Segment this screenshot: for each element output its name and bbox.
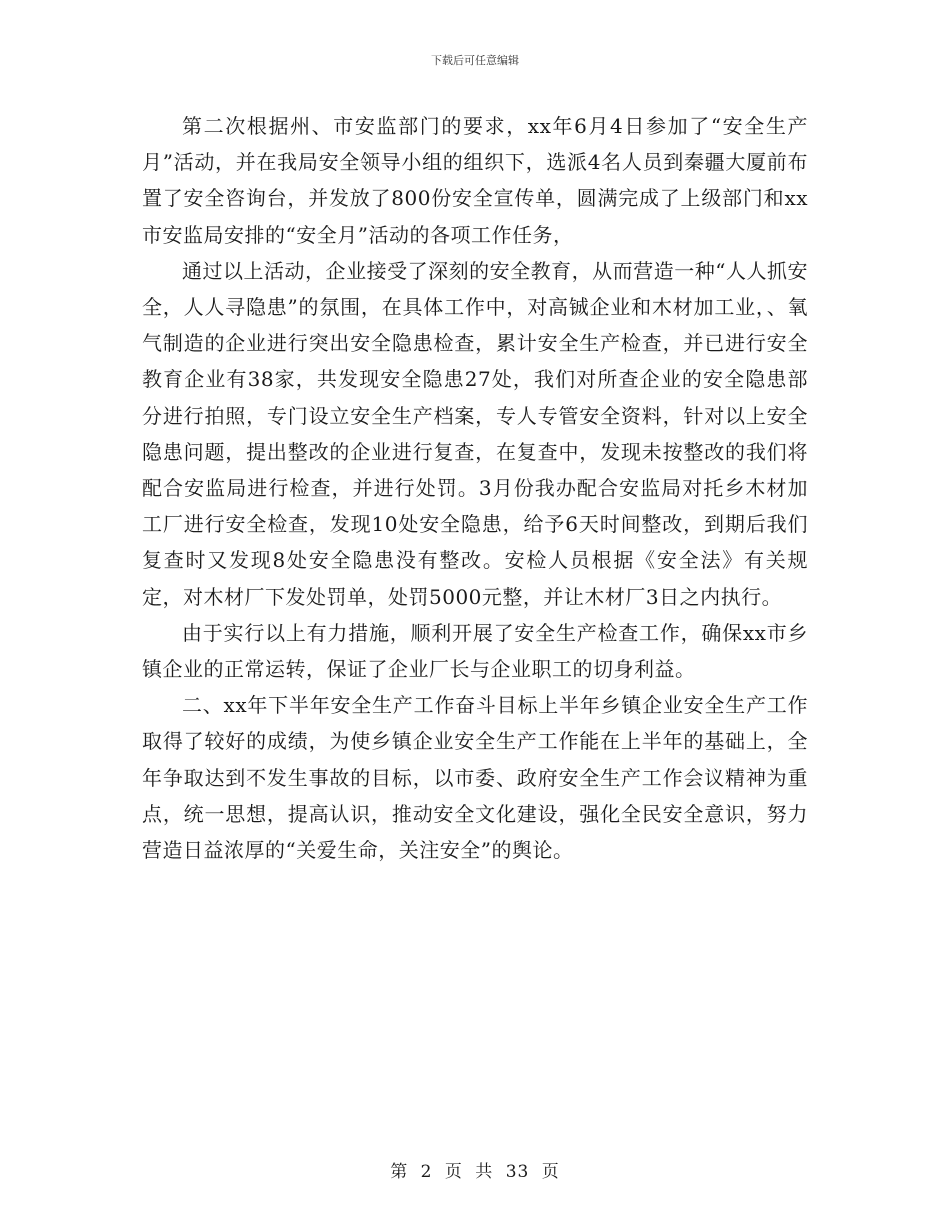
page-header: 下载后可任意编辑 (431, 54, 519, 67)
paragraph-activity: 第二次根据州、市安监部门的要求，xx年6月4日参加了“安全生产月”活动，并在我局安全领导小组的组织下，选派4名人员到秦疆大厦前布置了安全咨询台，并发放了800份安全宣传单，圆满完成了上级部门和xx市安监局安排的“安全月”活动的各项工作任务， (142, 114, 808, 247)
paragraph-measures: 由于实行以上有力措施，顺利开展了安全生产检查工作，确保xx市乡镇企业的正常运转，保证了企业厂长与企业职工的切身利益。 (142, 620, 808, 682)
paragraph-inspection: 通过以上活动，企业接受了深刻的安全教育，从而营造一种“人人抓安全，人人寻隐患”的氛围，在具体工作中，对高铖企业和木材加工业，、氧气制造的企业进行突出安全隐患检查，累计安全生产检查，并已进行安全教育企业有38家，共发现安全隐患27处，我们对所查企业的安全隐患部分进行拍照，专门设立安全生产档案，专人专管安全资料，针对以上安全隐患问题，提出整改的企业进行复查，在复查中，发现未按整改的我们将配合安监局进行检查，并进行处罚。3月份我办配合安监局对托乡木材加工厂进行安全检查，发现10处安全隐患，给予6天时间整改，到期后我们复查时又发现8处安全隐患没有整改。安检人员根据《安全法》有关规定，对木材厂下发处罚单，处罚5000元整，并让木材厂3日之内执行。 (142, 258, 808, 609)
page-number: 第 2 页 共 33 页 (390, 1162, 560, 1182)
document-body (142, 108, 808, 868)
paragraph-goals: 二、xx年下半年安全生产工作奋斗目标上半年乡镇企业安全生产工作取得了较好的成绩，为使乡镇企业安全生产工作能在上半年的基础上，全年争取达到不发生事故的目标，以市委、政府安全生产工作会议精神为重点，统一思想，提高认识，推动安全文化建设，强化全民安全意识，努力营造日益浓厚的“关爱生命，关注安全”的舆论。 (142, 693, 808, 863)
